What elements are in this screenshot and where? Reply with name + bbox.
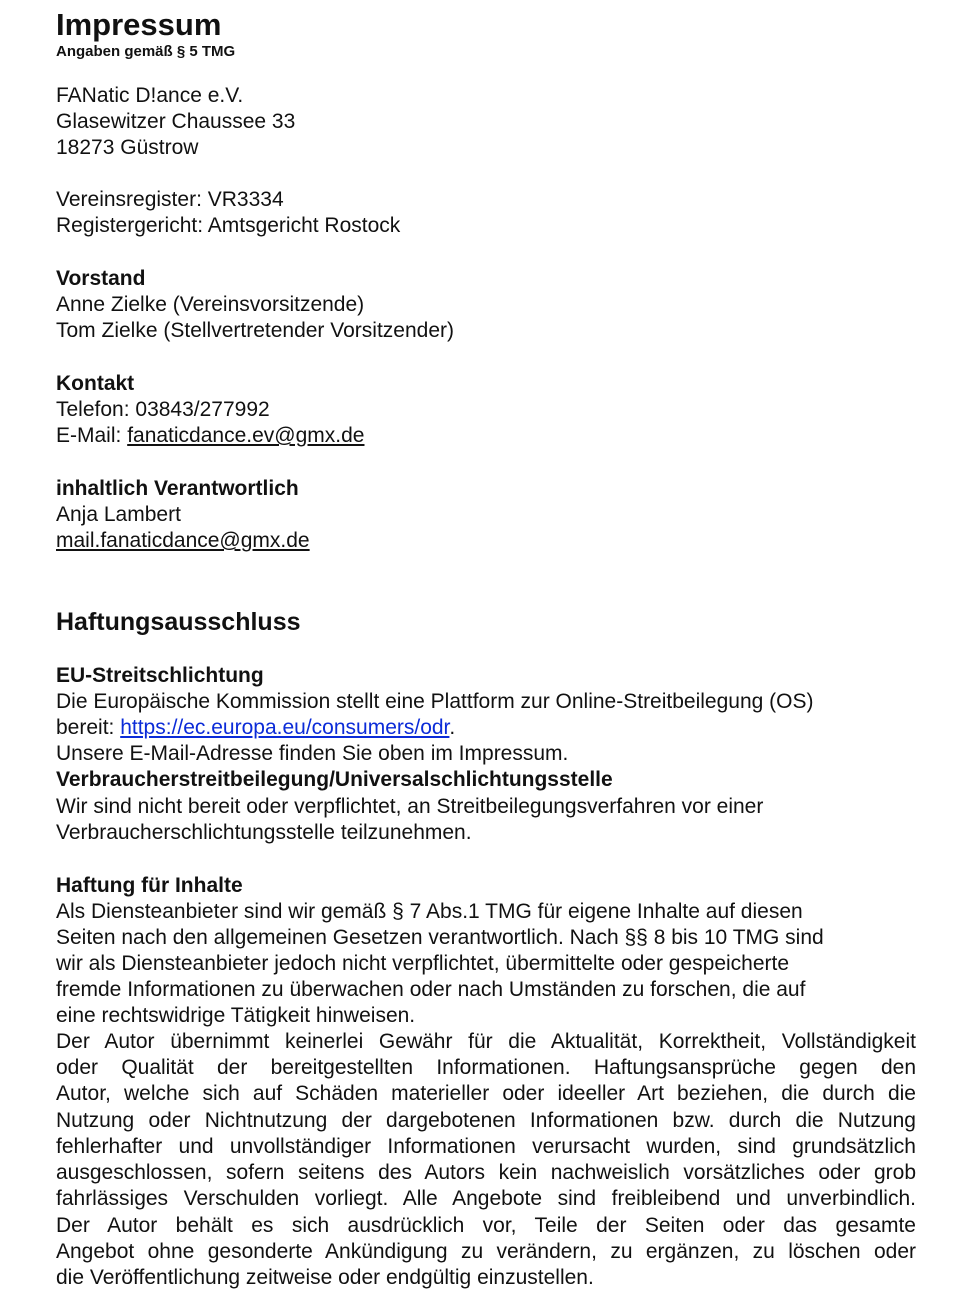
page-title: Impressum [56, 7, 222, 42]
responsible-email-row [56, 528, 310, 554]
responsible-email-link[interactable]: mail.fanaticdance@gmx.de [56, 529, 310, 552]
contact-phone: Telefon: 03843/277992 [56, 398, 270, 421]
eu-line-2 [56, 715, 455, 741]
eu-heading: EU-Streitschlichtung [56, 664, 264, 687]
eu-line-1: Die Europäische Kommission stellt eine Plattform zur Online-Streitbeilegung (OS) [56, 690, 814, 713]
content-liability-line: fremde Informationen zu überwachen oder nach Umständen zu forschen, die auf [56, 978, 806, 1001]
author-line: ausgeschlossen, sofern seitens des Autors kein nachweislich vorsätzliches oder grob [56, 1161, 916, 1184]
disclaimer-heading: Haftungsausschluss [56, 608, 301, 636]
consumer-line-2: Verbraucherschlichtungsstelle teilzunehmen. [56, 821, 472, 844]
register-court: Registergericht: Amtsgericht Rostock [56, 214, 401, 237]
content-liability-heading: Haftung für Inhalte [56, 874, 243, 897]
register-number: Vereinsregister: VR3334 [56, 188, 284, 211]
contact-email-label: E-Mail: [56, 424, 128, 447]
author-line: Der Autor behält es sich ausdrücklich vor, Teile der Seiten oder das gesamte [56, 1214, 916, 1237]
board-member-1: Anne Zielke (Vereinsvorsitzende) [56, 293, 365, 316]
contact-heading: Kontakt [56, 372, 135, 395]
author-line: Angebot ohne gesonderte Ankündigung zu verändern, zu ergänzen, zu löschen oder [56, 1240, 916, 1263]
author-last-line: die Veröffentlichung zeitweise oder endgültig einzustellen. [56, 1266, 594, 1289]
contact-email-link[interactable]: fanaticdance.ev@gmx.de [127, 424, 365, 447]
content-liability-line: Als Diensteanbieter sind wir gemäß § 7 Abs.1 TMG für eigene Inhalte auf diesen [56, 900, 803, 923]
author-line: Autor, welche sich auf Schäden materieller oder ideeller Art beziehen, die durch die [56, 1082, 916, 1105]
org-street: Glasewitzer Chaussee 33 [56, 110, 296, 133]
author-line: fahrlässiges Verschulden vorliegt. Alle Angebote sind freibleibend und unverbindlich. [56, 1187, 916, 1210]
content-liability-line: Seiten nach den allgemeinen Gesetzen verantwortlich. Nach §§ 8 bis 10 TMG sind [56, 926, 824, 949]
author-line: Nutzung oder Nichtnutzung der dargebotenen Informationen bzw. durch die Nutzung [56, 1109, 916, 1132]
responsible-heading: inhaltlich Verantwortlich [56, 477, 299, 500]
author-line: fehlerhafter und unvollständiger Informationen verursacht wurden, sind grundsätzlich [56, 1135, 916, 1158]
responsible-name: Anja Lambert [56, 503, 181, 526]
board-heading: Vorstand [56, 267, 146, 290]
author-line: oder Qualität der bereitgestellten Informationen. Haftungsansprüche gegen den [56, 1056, 916, 1079]
page-subtitle: Angaben gemäß § 5 TMG [56, 43, 236, 60]
board-member-2: Tom Zielke (Stellvertretender Vorsitzender) [56, 319, 454, 342]
consumer-line-1: Wir sind nicht bereit oder verpflichtet, an Streitbeilegungsverfahren vor einer [56, 795, 764, 818]
content-liability-line: wir als Diensteanbieter jedoch nicht verpflichtet, übermittelte oder gespeicherte [56, 952, 790, 975]
org-name: FANatic D!ance e.V. [56, 84, 244, 107]
eu-line-2-suffix: . [449, 716, 456, 739]
eu-line-3: Unsere E-Mail-Adresse finden Sie oben im Impressum. [56, 742, 569, 765]
contact-email-row [56, 423, 364, 449]
eu-line-2-prefix: bereit: [56, 716, 121, 739]
author-line: Der Autor übernimmt keinerlei Gewähr für die Aktualität, Korrektheit, Vollständigkeit [56, 1030, 916, 1053]
org-city: 18273 Güstrow [56, 136, 199, 159]
consumer-heading: Verbraucherstreitbeilegung/Universalschlichtungsstelle [56, 768, 613, 791]
content-liability-line: eine rechtswidrige Tätigkeit hinweisen. [56, 1004, 416, 1027]
odr-link[interactable]: https://ec.europa.eu/consumers/odr [120, 716, 450, 739]
